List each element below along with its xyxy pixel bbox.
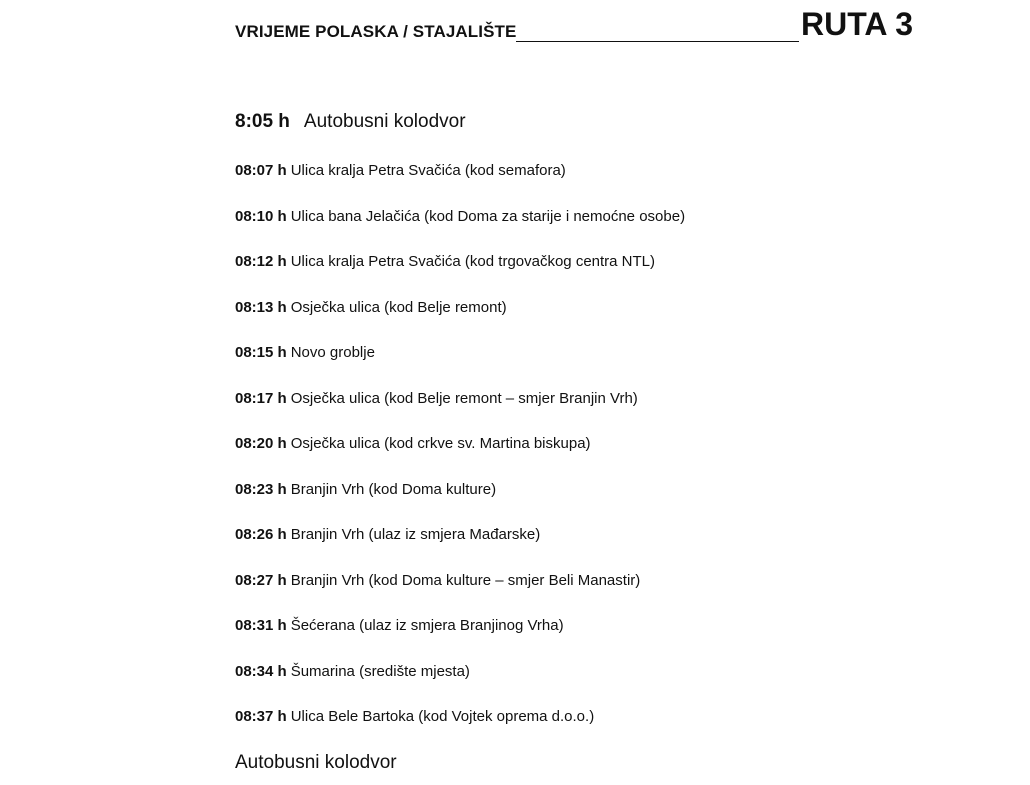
stop-name: Ulica Bele Bartoka (kod Vojtek oprema d.o.o.) (290, 708, 595, 725)
stop-row (235, 706, 685, 752)
stop-time: 08:17 h (235, 389, 287, 407)
stop-row (235, 433, 685, 479)
stop-row (235, 388, 685, 434)
stop-time: 08:15 h (235, 344, 287, 361)
stop-name: Branjin Vrh (kod Doma kulture – smjer Beli Manastir) (290, 571, 641, 589)
stop-name: Branjin Vrh (ulaz iz smjera Mađarske) (290, 526, 541, 543)
stop-name: Novo groblje (290, 344, 375, 361)
stop-name: Branjin Vrh (kod Doma kulture) (290, 480, 497, 498)
first-stop-name: Autobusni kolodvor (303, 111, 466, 132)
header-underline (516, 41, 799, 42)
stop-time: 08:23 h (235, 480, 287, 498)
stop-time: 08:34 h (235, 662, 287, 680)
header-label: VRIJEME POLASKA / STAJALIŠTE (235, 22, 517, 41)
stop-name: Ulica kralja Petra Svačića (kod semafora) (290, 162, 566, 179)
stop-time: 08:27 h (235, 571, 287, 589)
stop-row (235, 160, 685, 206)
timetable-header (235, 6, 935, 46)
stop-name: Ulica bana Jelačića (kod Doma za starije i nemoćne osobe) (290, 207, 686, 225)
stop-name: Osječka ulica (kod crkve sv. Martina biskupa) (290, 435, 591, 452)
first-stop (235, 111, 466, 133)
stop-time: 08:31 h (235, 617, 287, 634)
stop-time: 08:20 h (235, 435, 287, 452)
first-stop-time: 8:05 h (235, 111, 290, 132)
stop-name: Šećerana (ulaz iz smjera Branjinog Vrha) (290, 617, 564, 634)
stop-name: Osječka ulica (kod Belje remont – smjer Branjin Vrh) (290, 389, 638, 407)
stop-time: 08:37 h (235, 708, 287, 725)
route-title: RUTA 3 (801, 6, 913, 42)
stop-name: Ulica kralja Petra Svačića (kod trgovačkog centra NTL) (290, 253, 656, 270)
stop-row (235, 524, 685, 570)
stop-name: Osječka ulica (kod Belje remont) (290, 298, 507, 316)
last-stop (235, 752, 397, 774)
stop-time: 08:26 h (235, 526, 287, 543)
stop-time: 08:12 h (235, 253, 287, 270)
last-stop-name: Autobusni kolodvor (235, 752, 397, 773)
stop-row (235, 661, 685, 707)
stop-row (235, 615, 685, 661)
stop-row (235, 479, 685, 525)
stop-time: 08:13 h (235, 298, 287, 316)
stops-list (235, 160, 685, 752)
stop-name: Šumarina (središte mjesta) (290, 662, 470, 680)
stop-row (235, 206, 685, 252)
stop-row (235, 342, 685, 388)
stop-row (235, 251, 685, 297)
stop-time: 08:07 h (235, 162, 287, 179)
stop-row (235, 570, 685, 616)
stop-row (235, 297, 685, 343)
stop-time: 08:10 h (235, 207, 287, 225)
